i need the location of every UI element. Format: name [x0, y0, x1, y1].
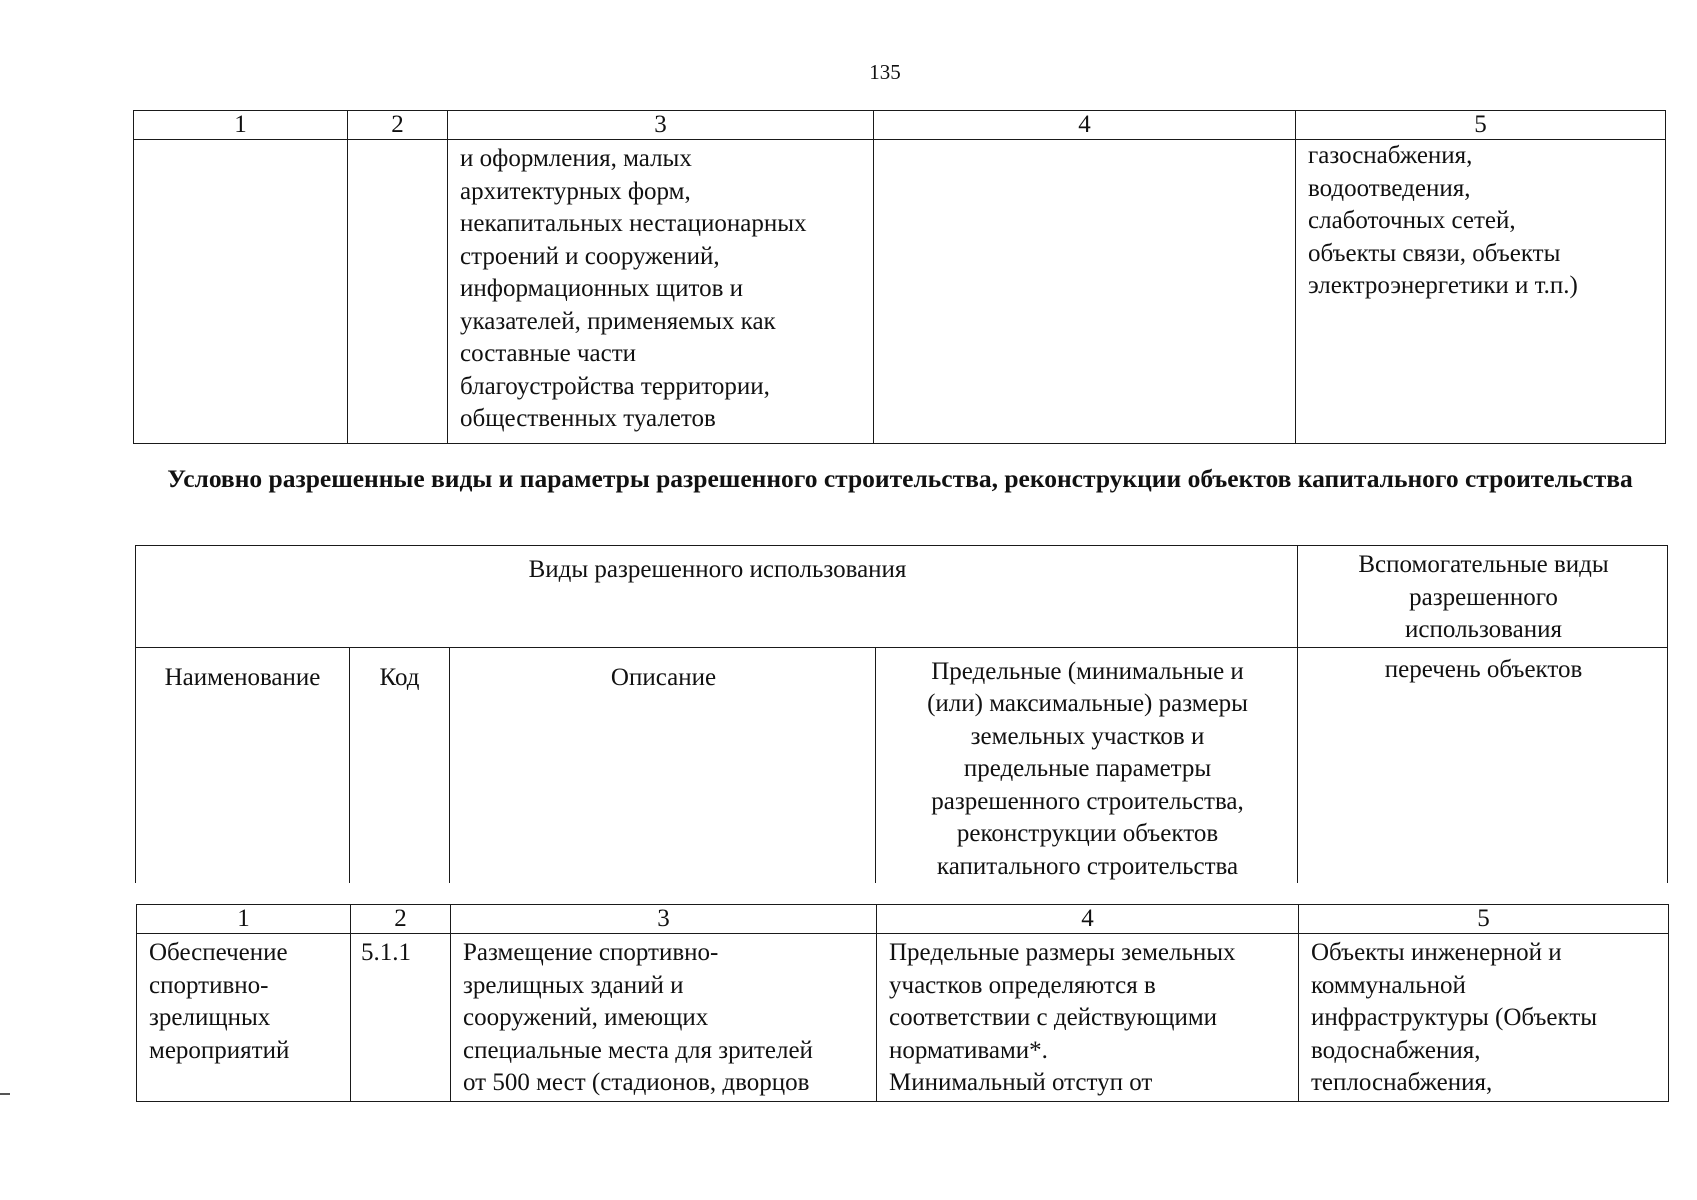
permitted-uses-header: Виды разрешенного использования	[136, 546, 1298, 648]
column-number-2: 2	[348, 111, 448, 140]
column-header-code: Код	[350, 647, 450, 883]
column-number-5: 5	[1296, 111, 1666, 140]
table-row	[134, 140, 1666, 444]
group-header-row	[136, 546, 1668, 648]
column-number-5: 5	[1299, 905, 1669, 934]
column-number-row	[137, 905, 1669, 934]
column-header-parameters: Предельные (минимальные и (или) максимальные) размеры земельных участков и предельные параметры разрешенного строительства, реконструкции объектов капитального строительства	[876, 647, 1298, 883]
parameters-cell: Предельные размеры земельных участков определяются в соответствии с действующими нормативами*. Минимальный отступ от	[877, 934, 1299, 1102]
header-table	[135, 545, 1668, 883]
column-header-description: Описание	[450, 647, 876, 883]
column-number-2: 2	[351, 905, 451, 934]
auxiliary-objects-cell: газоснабжения, водоотведения, слаботочных сетей, объекты связи, объекты электроэнергетики и т.п.)	[1296, 140, 1666, 444]
auxiliary-uses-header: Вспомогательные виды разрешенного использования	[1298, 546, 1668, 648]
parameters-cell	[874, 140, 1296, 444]
column-number-1: 1	[134, 111, 348, 140]
code-cell	[348, 140, 448, 444]
margin-mark	[0, 1093, 10, 1095]
table-row	[137, 934, 1669, 1102]
column-number-1: 1	[137, 905, 351, 934]
description-cell: Размещение спортивно- зрелищных зданий и сооружений, имеющих специальные места для зрителей от 500 мест (стадионов, дворцов	[451, 934, 877, 1102]
column-number-4: 4	[877, 905, 1299, 934]
column-header-objects-list: перечень объектов	[1298, 647, 1668, 883]
description-cell: и оформления, малых архитектурных форм, некапитальных нестационарных строений и сооружений, информационных щитов и указателей, применяемых как составные части благоустройства территории, общественных туалетов	[448, 140, 874, 444]
column-header-name: Наименование	[136, 647, 350, 883]
data-table	[136, 904, 1669, 1102]
column-header-row	[136, 647, 1668, 883]
section-heading: Условно разрешенные виды и параметры разрешенного строительства, реконструкции объектов капитального строительства	[167, 464, 1633, 493]
continuation-table	[133, 110, 1666, 444]
auxiliary-objects-cell: Объекты инженерной и коммунальной инфраструктуры (Объекты водоснабжения, теплоснабжения,	[1299, 934, 1669, 1102]
name-cell	[134, 140, 348, 444]
page-number: 135	[869, 60, 901, 84]
column-number-3: 3	[451, 905, 877, 934]
column-number-4: 4	[874, 111, 1296, 140]
column-number-3: 3	[448, 111, 874, 140]
name-cell: Обеспечение спортивно- зрелищных мероприятий	[137, 934, 351, 1102]
column-number-row	[134, 111, 1666, 140]
code-cell: 5.1.1	[351, 934, 451, 1102]
